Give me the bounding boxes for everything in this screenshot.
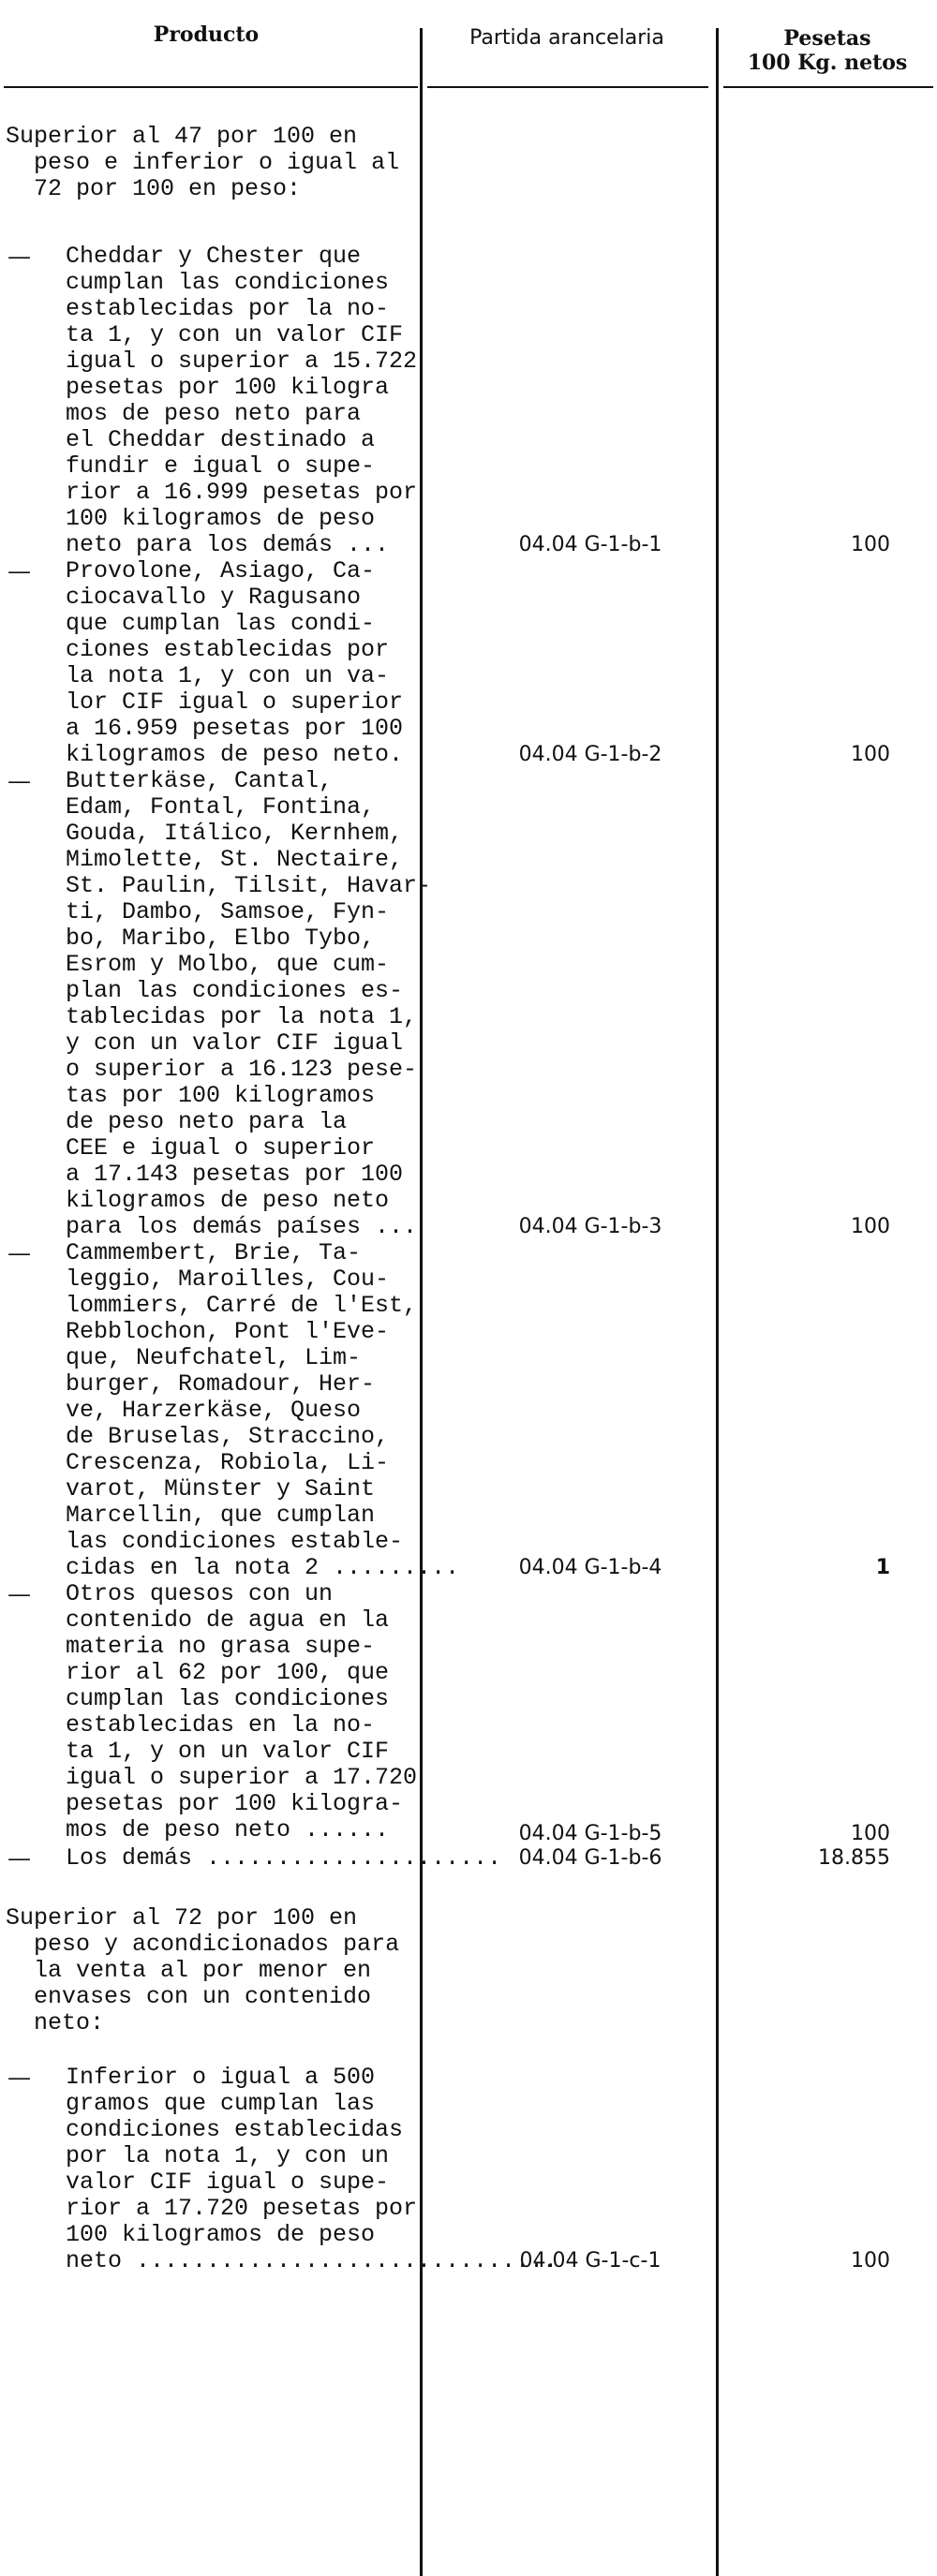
header-rule [427,86,708,88]
section-title: Superior al 72 por 100 en peso y acondicionados para la venta al por menor en envases con un contenido neto: [6,1904,400,2036]
item-dash: — [7,557,31,585]
rate-value: 100 [851,2249,890,2273]
product-description: Provolone, Asiago, Ca- ciocavallo y Ragusano que cumplan las condi- ciones establecidas por la nota 1, y con un va- lor CIF igual o superior a 16.959 pesetas por 100 kilogramos de peso neto. [66,557,404,768]
column-header-producto: Producto [153,22,260,47]
product-description: Los demás ..................... [66,1844,502,1872]
column-header-partida: Partida arancelaria [469,26,664,50]
tariff-code: 04.04 G-1-b-6 [518,1846,662,1870]
column-header-pesetas [718,26,937,75]
product-description: Inferior o igual a 500 gramos que cumplan las condiciones establecidas por la nota 1, y con un valor CIF igual o supe- rior a 17.720 pesetas por 100 kilogramos de peso neto .............................. [66,2064,558,2274]
tariff-code: 04.04 G-1-c-1 [519,2249,662,2273]
rate-value: 18.855 [818,1846,890,1870]
item-dash: — [7,1580,31,1607]
rate-value: 100 [851,533,890,556]
product-description: Butterkäse, Cantal, Edam, Fontal, Fontina, Gouda, Itálico, Kernhem, Mimolette, St. Nectaire, St. Paulin, Tilsit, Havar- ti, Dambo, Samsoe, Fyn- bo, Maribo, Elbo Tybo, Esrom y Molbo, que cum- plan las condiciones es- tablecidas por la nota 1, y con un valor CIF igual o superior a 16.123 pese- tas por 100 kilogramos de peso neto para la CEE e igual o superior a 17.143 pesetas por 100 kilogramos de peso neto para los demás países ... [66,767,432,1240]
tariff-code: 04.04 G-1-b-5 [518,1822,662,1845]
rate-value: 100 [851,1215,890,1238]
item-dash: — [7,2064,31,2091]
item-dash: — [7,767,31,794]
header-rule [4,86,418,88]
rate-value: 100 [851,743,890,766]
item-dash: — [7,1239,31,1266]
item-dash: — [7,243,31,270]
rate-value: 1 [875,1556,890,1579]
tariff-code: 04.04 G-1-b-3 [518,1215,662,1238]
product-description: Cammembert, Brie, Ta- leggio, Maroilles, Cou- lommiers, Carré de l'Est, Rebblochon, Pont l'Eve- que, Neufchatel, Lim- burger, Romadour, Her- ve, Harzerkäse, Queso de Bruselas, Straccino, Crescenza, Robiola, Li- varot, Münster y Saint Marcellin, que cumplan las condiciones estable- cidas en la nota 2 ......... [66,1239,460,1581]
tariff-code: 04.04 G-1-b-4 [518,1556,662,1579]
header-rule [723,86,933,88]
item-dash: — [7,1844,31,1872]
tariff-code: 04.04 G-1-b-1 [518,533,662,556]
rate-value: 100 [851,1822,890,1845]
column-divider [716,28,719,2576]
tariff-code: 04.04 G-1-b-2 [518,743,662,766]
section-title: Superior al 47 por 100 en peso e inferior o igual al 72 por 100 en peso: [6,123,400,202]
product-description: Otros quesos con un contenido de agua en la materia no grasa supe- rior al 62 por 100, que cumplan las condiciones establecidas en la no- ta 1, y on un valor CIF igual o superior a 17.720 pesetas por 100 kilogra- mos de peso neto ...... [66,1580,418,1843]
column-header-pesetas-line1: Pesetas [783,26,871,51]
column-header-pesetas-line2: 100 Kg. netos [747,51,908,75]
product-description: Cheddar y Chester que cumplan las condiciones establecidas por la no- ta 1, y con un valor CIF igual o superior a 15.722 pesetas por 100 kilogra mos de peso neto para el Cheddar destinado a fundir e igual o supe- rior a 16.999 pesetas por 100 kilogramos de peso neto para los demás ... [66,243,418,558]
